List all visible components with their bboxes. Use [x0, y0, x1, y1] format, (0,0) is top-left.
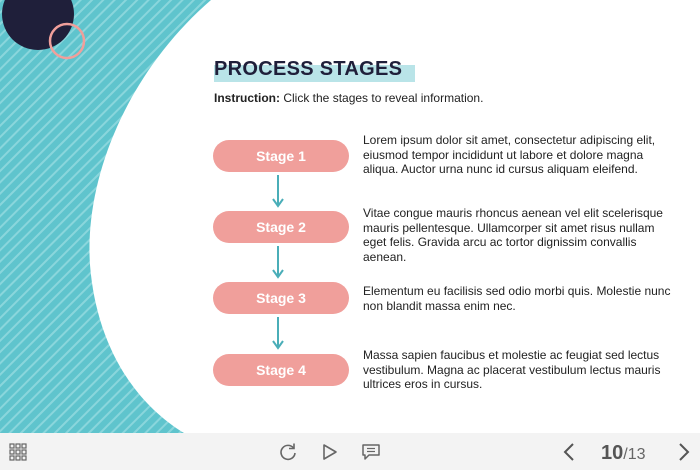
pink-ring-decoration — [45, 20, 89, 64]
grid-menu-icon[interactable] — [9, 443, 27, 461]
stage-3-description: Elementum eu facilisis sed odio morbi quis. Molestie nunc non blandit massa enim nec. — [363, 284, 671, 313]
current-page: 10 — [601, 442, 624, 464]
arrow-down-icon — [271, 246, 285, 280]
stage-4-description: Massa sapien faucibus et molestie ac feugiat sed lectus vestibulum. Magna ac placerat vestibulum lectus mauris ultrices eros in cursus. — [363, 348, 661, 391]
replay-icon[interactable] — [278, 442, 298, 462]
arrow-down-icon — [271, 317, 285, 351]
stage-4-button[interactable]: Stage 4 — [213, 354, 349, 386]
title-block — [214, 55, 402, 83]
player-footer — [0, 433, 700, 470]
stage-2-button[interactable]: Stage 2 — [213, 211, 349, 243]
arrow-down-icon — [271, 175, 285, 209]
comment-icon[interactable] — [361, 443, 381, 461]
instruction-text: Click the stages to reveal information. — [283, 91, 484, 105]
page-title: PROCESS STAGES — [214, 58, 403, 80]
instruction-label: Instruction: — [214, 91, 280, 105]
stage-2-description: Vitae congue mauris rhoncus aenean vel elit scelerisque mauris pellentesque. Ullamcorper sit amet risus nullam eget felis. Gravida arcu ac tortor dignissim convallis aenean. — [363, 206, 663, 264]
play-icon[interactable] — [322, 443, 338, 461]
stage-1-button[interactable]: Stage 1 — [213, 140, 349, 172]
prev-arrow-icon[interactable] — [562, 442, 576, 462]
next-arrow-icon[interactable] — [677, 442, 691, 462]
total-pages: /13 — [623, 446, 646, 463]
instruction — [214, 91, 483, 105]
page-indicator — [601, 442, 646, 465]
stage-3-button[interactable]: Stage 3 — [213, 282, 349, 314]
stage-1-description: Lorem ipsum dolor sit amet, consectetur adipiscing elit, eiusmod tempor incididunt ut labore et dolore magna aliqua. Auctor urna nunc id cursus aliquam eleifend. — [363, 133, 656, 176]
